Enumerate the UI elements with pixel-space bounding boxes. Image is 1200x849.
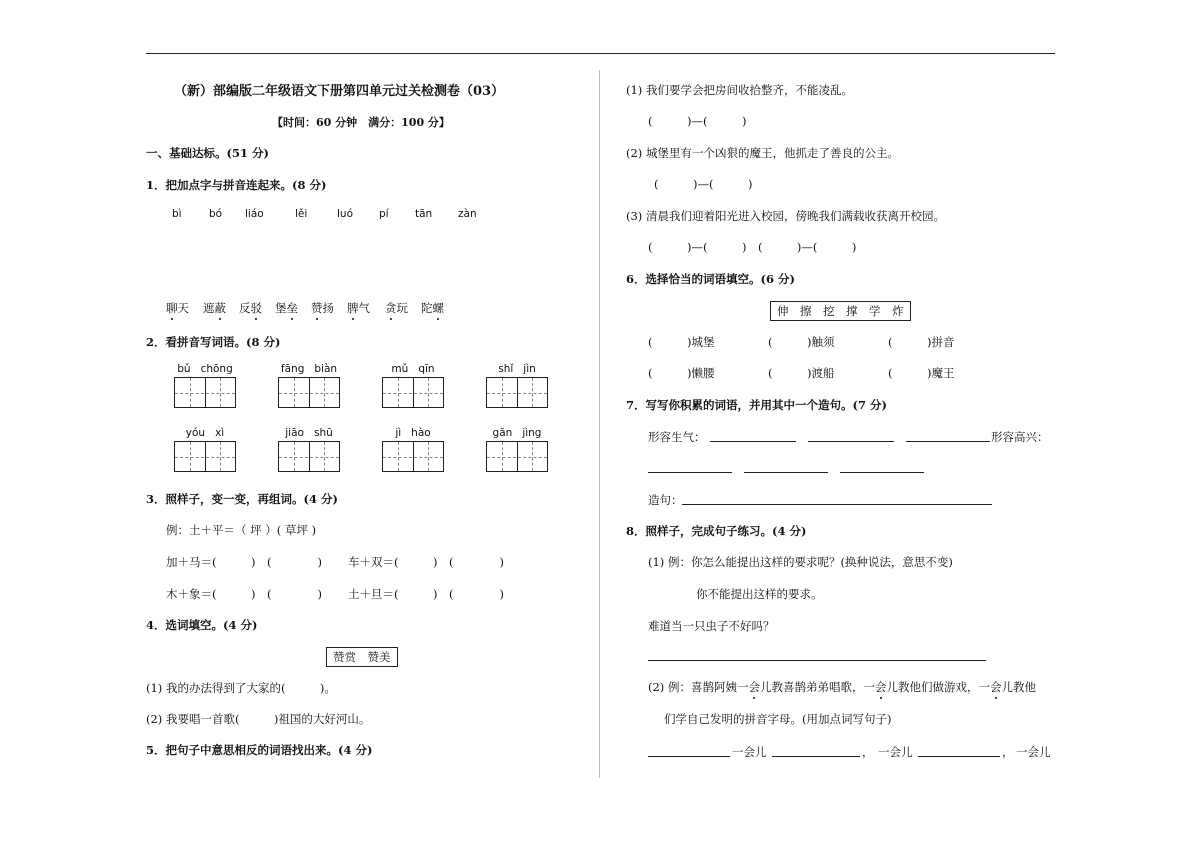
grid-pinyin: mǔ qīn	[391, 363, 435, 375]
answer-line[interactable]	[648, 660, 986, 661]
pinyin-option: liáo	[245, 208, 264, 220]
page-title: （新）部编版二年级语文下册第四单元过关检测卷（03）	[174, 84, 505, 99]
writing-grid[interactable]	[278, 377, 340, 408]
q8-connector: 一会儿	[878, 745, 913, 759]
word-option	[275, 300, 298, 316]
q7-label: 造句：	[648, 493, 683, 507]
word-option	[347, 300, 370, 316]
q3-item[interactable]: 木＋象＝( ) ( )	[166, 587, 322, 601]
dotted-word: 脾气	[347, 301, 370, 315]
pinyin-option: bì	[172, 208, 182, 220]
q3-example: 例：土＋平＝（ 坪 ）( 草坪 )	[166, 523, 317, 537]
q3-item[interactable]: 土＋旦＝( ) ( )	[348, 587, 504, 601]
dotted-word: 聊天	[166, 301, 189, 315]
word-bank: 赞赏 赞美	[326, 647, 398, 667]
q6-item[interactable]: ( )触须	[768, 335, 835, 349]
q7-title: 7．写写你积累的词语，并用其中一个造句。(7 分)	[626, 398, 887, 412]
answer-line[interactable]	[682, 504, 992, 505]
word-option	[166, 300, 189, 316]
column-divider	[599, 70, 600, 778]
word-option	[385, 300, 408, 316]
q6-item[interactable]: ( )渡船	[768, 366, 835, 380]
answer-line[interactable]	[840, 472, 924, 473]
q5-sentence: (1) 我们要学会把房间收拾整齐，不能凌乱。	[626, 83, 853, 97]
dotted-word: 反驳	[239, 301, 262, 315]
q8-connector-comma: ，	[1002, 745, 1014, 759]
grid-pinyin: jiāo shū	[285, 427, 333, 439]
answer-line[interactable]	[648, 756, 730, 757]
word-bank: 伸 擦 挖 撑 学 炸	[770, 301, 911, 321]
q8-question: 难道当一只虫子不好吗？	[648, 619, 775, 633]
pinyin-option: tān	[415, 208, 433, 220]
writing-grid[interactable]	[174, 441, 236, 472]
pinyin-option: pí	[379, 208, 389, 220]
grid-pinyin: yóu xì	[185, 427, 225, 439]
pinyin-option: bó	[209, 208, 223, 220]
q8-connector: 一会儿	[732, 745, 767, 759]
writing-grid[interactable]	[486, 377, 548, 408]
answer-line[interactable]	[710, 441, 796, 442]
writing-grid[interactable]	[382, 441, 444, 472]
q7-label: 形容生气：	[648, 430, 706, 444]
q6-item[interactable]: ( )魔王	[888, 366, 955, 380]
writing-grid[interactable]	[278, 441, 340, 472]
q1-title: 1．把加点字与拼音连起来。(8 分)	[146, 178, 327, 192]
q6-title: 6．选择恰当的词语填空。(6 分)	[626, 272, 795, 286]
answer-line[interactable]	[744, 472, 828, 473]
grid-pinyin: jì hào	[395, 427, 431, 439]
dotted-word: 遮蔽	[203, 301, 226, 315]
q3-item[interactable]: 加＋马＝( ) ( )	[166, 555, 322, 569]
dotted-word: 一会儿	[863, 680, 898, 694]
pinyin-option: zàn	[458, 208, 477, 220]
pinyin-option: luó	[337, 208, 353, 220]
word-option	[421, 300, 444, 316]
top-rule	[146, 53, 1055, 54]
exam-info: 【时间：60 分钟 满分：100 分】	[272, 116, 450, 129]
q6-item[interactable]: ( )懒腰	[648, 366, 715, 380]
q2-title: 2．看拼音写词语。(8 分)	[146, 335, 281, 349]
q8-example-2: (2) 例：喜鹊阿姨一会儿教喜鹊弟弟唱歌，一会儿教他们做游戏，一会儿教他	[648, 680, 1036, 694]
q6-item[interactable]: ( )城堡	[648, 335, 715, 349]
writing-grid[interactable]	[174, 377, 236, 408]
grid-pinyin: shǐ jìn	[498, 363, 536, 375]
grid-pinyin: gān jìng	[492, 427, 542, 439]
answer-line[interactable]	[648, 472, 732, 473]
dotted-word: 堡垒	[275, 301, 298, 315]
section-heading: 一、基础达标。(51 分)	[146, 146, 269, 160]
q8-example-2-cont: 们学自己发明的拼音字母。(用加点词写句子)	[664, 712, 892, 726]
dotted-word: 贪玩	[385, 301, 408, 315]
writing-grid[interactable]	[382, 377, 444, 408]
q4-title: 4．选词填空。(4 分)	[146, 618, 258, 632]
q5-answer[interactable]: ( )—( )	[654, 177, 753, 191]
q4-sentence[interactable]: (2) 我要唱一首歌( )祖国的大好河山。	[146, 712, 371, 726]
q8-connector: 一会儿	[1016, 745, 1051, 759]
dotted-word: 赞扬	[311, 301, 334, 315]
q7-label: 形容高兴：	[991, 430, 1049, 444]
dotted-word: 一会儿	[736, 680, 772, 694]
grid-pinyin: fāng biàn	[280, 363, 338, 375]
dotted-word: 陀螺	[421, 301, 444, 315]
q8-connector-comma: ，	[862, 745, 874, 759]
q3-title: 3．照样子，变一变，再组词。(4 分)	[146, 492, 338, 506]
grid-pinyin: bǔ chōng	[177, 363, 233, 375]
q6-item[interactable]: ( )拼音	[888, 335, 955, 349]
q3-item[interactable]: 车＋双＝( ) ( )	[348, 555, 504, 569]
q5-answer[interactable]: ( )—( )	[648, 114, 747, 128]
q5-answer[interactable]: ( )—( ) ( )—( )	[648, 240, 857, 254]
word-option	[311, 300, 334, 316]
q5-sentence: (2) 城堡里有一个凶狠的魔王，他抓走了善良的公主。	[626, 146, 899, 160]
word-option	[203, 300, 226, 316]
word-option	[239, 300, 262, 316]
q5-title: 5．把句子中意思相反的词语找出来。(4 分)	[146, 743, 373, 757]
q8-example-answer: 你不能提出这样的要求。	[696, 587, 823, 601]
q5-sentence: (3) 清晨我们迎着阳光进入校园，傍晚我们满载收获离开校园。	[626, 209, 945, 223]
q4-sentence[interactable]: (1) 我的办法得到了大家的( )。	[146, 681, 336, 695]
answer-line[interactable]	[808, 441, 894, 442]
q8-title: 8．照样子，完成句子练习。(4 分)	[626, 524, 807, 538]
pinyin-option: lěi	[295, 208, 308, 220]
q8-example: (1) 例：你怎么能提出这样的要求呢？(换种说法，意思不变)	[648, 555, 953, 569]
writing-grid[interactable]	[486, 441, 548, 472]
dotted-word: 一会儿	[978, 680, 1013, 694]
answer-line[interactable]	[918, 756, 1000, 757]
answer-line[interactable]	[772, 756, 860, 757]
answer-line[interactable]	[906, 441, 990, 442]
